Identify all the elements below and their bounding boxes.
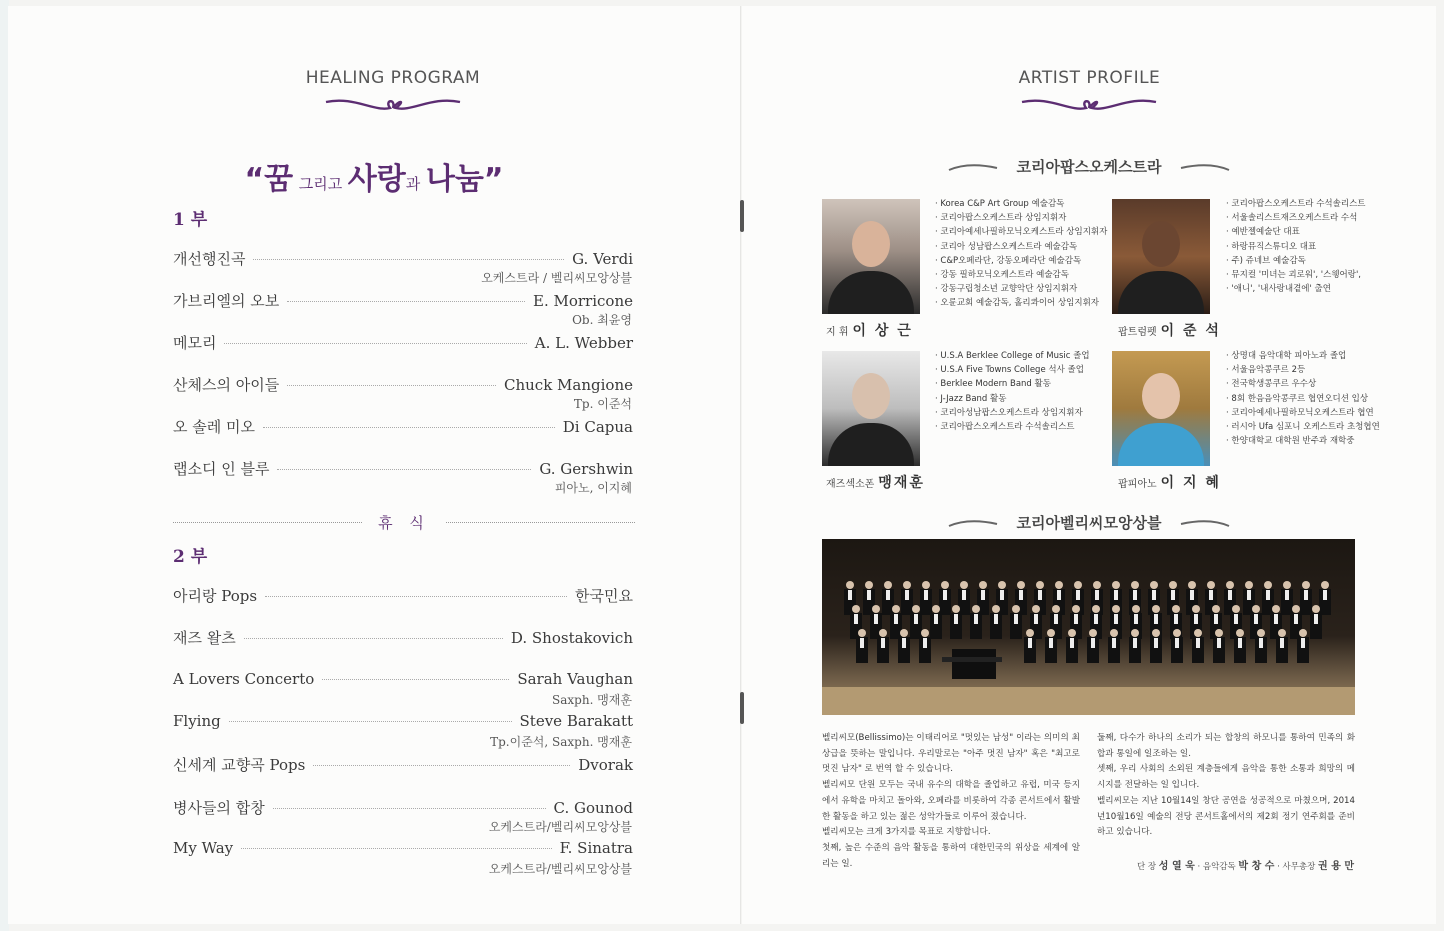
- singer-shirt: [1095, 590, 1099, 600]
- singer-shirt: [1076, 590, 1080, 600]
- program-row: [173, 585, 633, 605]
- singer-shirt: [1034, 614, 1038, 624]
- singer-shirt: [1209, 590, 1213, 600]
- singer-shirt: [1171, 590, 1175, 600]
- singer-shirt: [1154, 638, 1158, 648]
- singer-shirt: [1019, 590, 1023, 600]
- orchestra-name: 코리아팝스오케스트라: [1016, 158, 1162, 176]
- singer-shirt: [894, 614, 898, 624]
- artist-role: 재즈섹소폰: [826, 479, 875, 490]
- singer-shirt: [1091, 638, 1095, 648]
- piece-title: 재즈 왈츠: [173, 629, 236, 648]
- composer: E. Morricone: [533, 292, 633, 310]
- bio-item: · 주) 쥬네브 예술감독: [1226, 254, 1366, 268]
- singer-shirt: [881, 638, 885, 648]
- program-row: [173, 332, 633, 352]
- singer-head: [1321, 581, 1329, 589]
- artist-profile-heading: ARTIST PROFILE: [1018, 68, 1161, 88]
- orchestra-group-title: [742, 156, 1436, 177]
- singer-head: [1131, 629, 1139, 637]
- bio-item: · 전국학생콩쿠르 우수상: [1226, 377, 1380, 391]
- singer-head: [903, 581, 911, 589]
- singer-head: [932, 605, 940, 613]
- composer: Dvorak: [578, 756, 633, 775]
- singer-head: [921, 629, 929, 637]
- singer-shirt: [1228, 590, 1232, 600]
- saxophone-caption: [826, 472, 925, 492]
- leader-dots: [322, 679, 509, 680]
- composer: Chuck Mangione: [504, 376, 633, 394]
- singer-head: [1264, 581, 1272, 589]
- singer-shirt: [924, 590, 928, 600]
- artist-role: 지 휘: [826, 327, 849, 338]
- singer-shirt: [962, 590, 966, 600]
- performer: 오케스트라/벨리씨모앙상블: [488, 861, 632, 876]
- singer-head: [1089, 629, 1097, 637]
- staff-credits: 단 장 성 열 욱 · 음악감독 박 창 수 · 사무총장 권 용 만: [1136, 861, 1354, 872]
- artist-profile-page: [742, 6, 1436, 924]
- singer-shirt: [1074, 614, 1078, 624]
- singer-head: [1236, 629, 1244, 637]
- singer-head: [1052, 605, 1060, 613]
- singer-head: [1110, 629, 1118, 637]
- composer: Sarah Vaughan: [517, 669, 633, 688]
- singer-shirt: [886, 590, 890, 600]
- bio-item: · 코리아팝스오케스트라 수석솔리스트: [1226, 197, 1366, 211]
- singer-shirt: [867, 590, 871, 600]
- description-paragraph: 벨리씨모(Bellissimo)는 이태리어로 "멋있는 남성" 이라는 의미의 최상급을 뜻하는 말입니다. 우리말로는 "아주 멋진 남자" 혹은 "최고로 멋진 남자" 로 번역 할 수 있습니다.: [822, 733, 1080, 775]
- singer-shirt: [923, 638, 927, 648]
- singer-head: [1188, 581, 1196, 589]
- singer-shirt: [1038, 590, 1042, 600]
- title-word-sharing: 나눔”: [425, 162, 504, 197]
- singer-head: [872, 605, 880, 613]
- binding-staple: [740, 692, 744, 724]
- bio-item: · C&P오페라단, 강동오페라단 예술감독: [935, 254, 1107, 268]
- leader-dots: [244, 638, 503, 639]
- credit-name: 성 열 욱: [1158, 861, 1195, 872]
- singer-head: [1194, 629, 1202, 637]
- singer-shirt: [905, 590, 909, 600]
- singer-shirt: [1266, 590, 1270, 600]
- composer: Di Capua: [562, 418, 633, 436]
- singer-shirt: [1154, 614, 1158, 624]
- singer-shirt: [1070, 638, 1074, 648]
- singer-head: [1173, 629, 1181, 637]
- singer-shirt: [1194, 614, 1198, 624]
- bio-item: · 8회 한음음악콩쿠르 협연오디션 입상: [1226, 392, 1380, 406]
- composer: 한국민요: [575, 587, 633, 605]
- leader-dots: [241, 848, 551, 849]
- singer-head: [912, 605, 920, 613]
- singer-head: [1032, 605, 1040, 613]
- singer-shirt: [1285, 590, 1289, 600]
- singer-head: [922, 581, 930, 589]
- program-row: [173, 754, 633, 774]
- bio-item: · 서울음악콩쿠르 2등: [1226, 363, 1380, 377]
- bio-item: · 코리아예세나필하모닉오케스트라 협연: [1226, 406, 1380, 420]
- piece-title: My Way: [173, 838, 234, 857]
- flourish-ornament: [1020, 94, 1158, 118]
- divider-line: [173, 522, 362, 523]
- piece-title: 개선행진곡: [173, 250, 246, 268]
- artist-name: 이 지 혜: [1160, 475, 1221, 491]
- singer-shirt: [1196, 638, 1200, 648]
- program-row: [173, 374, 633, 394]
- singer-shirt: [902, 638, 906, 648]
- singer-shirt: [1134, 614, 1138, 624]
- singer-head: [1232, 605, 1240, 613]
- piece-title: 신세계 교향곡 Pops: [173, 756, 306, 775]
- program-row: [173, 712, 633, 732]
- singer-head: [972, 605, 980, 613]
- bio-item: · 하랑뮤직스튜디오 대표: [1226, 240, 1366, 254]
- singer-head: [858, 629, 866, 637]
- bio-item: · 예반젤예술단 대표: [1226, 225, 1366, 239]
- performer: 오케스트라/벨리씨모앙상블: [488, 819, 632, 834]
- composer: G. Gershwin: [539, 460, 633, 478]
- composer: D. Shostakovich: [510, 629, 633, 648]
- singer-shirt: [1174, 614, 1178, 624]
- bio-item: · Korea C&P Art Group 예술감독: [935, 197, 1107, 211]
- part-2-label: 2 부: [173, 547, 208, 567]
- singer-shirt: [943, 590, 947, 600]
- singer-head: [941, 581, 949, 589]
- bio-item: · 코리아팝스오케스트라 수석솔리스트: [935, 420, 1090, 434]
- bio-item: · 강동 필하모닉오케스트라 예술감독: [935, 268, 1107, 282]
- singer-shirt: [1247, 590, 1251, 600]
- singer-head: [1074, 581, 1082, 589]
- intermission-label: 휴 식: [378, 513, 430, 532]
- singer-head: [1172, 605, 1180, 613]
- singer-head: [992, 605, 1000, 613]
- singer-shirt: [1057, 590, 1061, 600]
- leader-dots: [287, 385, 496, 386]
- singer-head: [960, 581, 968, 589]
- trumpet-photo: [1112, 199, 1210, 314]
- singer-head: [1299, 629, 1307, 637]
- singer-shirt: [1190, 590, 1194, 600]
- artist-role: 팝트럼펫: [1118, 327, 1157, 338]
- artist-name: 이 준 석: [1160, 323, 1221, 339]
- performer: 피아노, 이지혜: [554, 481, 632, 495]
- program-row: [173, 458, 633, 478]
- composer: A. L. Webber: [534, 334, 633, 352]
- bio-item: · 오륜교회 예술감독, 홀리콰이어 상임지휘자: [935, 296, 1107, 310]
- singer-head: [1226, 581, 1234, 589]
- piece-title: 가브리엘의 오보: [173, 292, 280, 310]
- artist-name: 맹재훈: [878, 475, 925, 491]
- bio-item: · 코리아팝스오케스트라 상임지휘자: [935, 211, 1107, 225]
- bio-item: · U.S.A Five Towns College 석사 졸업: [935, 363, 1090, 377]
- singer-head: [846, 581, 854, 589]
- swash-right-icon: [1179, 518, 1231, 530]
- singer-shirt: [1049, 638, 1053, 648]
- divider-line: [446, 522, 635, 523]
- singer-shirt: [1094, 614, 1098, 624]
- singer-head: [884, 581, 892, 589]
- singer-shirt: [1274, 614, 1278, 624]
- stage-floor: [822, 687, 1355, 715]
- credit-role: 음악감독: [1202, 862, 1236, 872]
- bio-item: · 코리아성남팝스오케스트라 상임지휘자: [935, 406, 1090, 420]
- bio-item: · 서울솔리스트재즈오케스트라 수석: [1226, 211, 1366, 225]
- singer-shirt: [1214, 614, 1218, 624]
- conductor-caption: [826, 320, 913, 340]
- singer-head: [1278, 629, 1286, 637]
- singer-head: [1092, 605, 1100, 613]
- singer-head: [1215, 629, 1223, 637]
- singer-shirt: [954, 614, 958, 624]
- singer-shirt: [1234, 614, 1238, 624]
- singer-shirt: [1114, 590, 1118, 600]
- title-word-love: 사랑: [347, 162, 406, 197]
- composer: G. Verdi: [572, 250, 633, 268]
- singer-shirt: [1294, 614, 1298, 624]
- performer: 오케스트라 / 벨리씨모앙상블: [481, 271, 632, 285]
- bio-item: · J-Jazz Band 활동: [935, 392, 1090, 406]
- singer-head: [952, 605, 960, 613]
- singer-head: [1272, 605, 1280, 613]
- flourish-ornament: [324, 94, 462, 118]
- singer-shirt: [994, 614, 998, 624]
- program-row: [173, 839, 633, 859]
- program-title: [8, 154, 740, 198]
- performer: Tp. 이준석: [573, 397, 632, 411]
- leader-dots: [253, 259, 564, 260]
- singer-head: [1152, 629, 1160, 637]
- ensemble-name: 코리아벨리씨모앙상블: [1016, 514, 1162, 532]
- piece-title: 메모리: [173, 334, 217, 352]
- singer-head: [1112, 581, 1120, 589]
- conductor-photo: [822, 199, 920, 314]
- singer-head: [892, 605, 900, 613]
- leader-dots: [277, 469, 531, 470]
- piece-title: 오 솔레 미오: [173, 418, 255, 436]
- singer-head: [900, 629, 908, 637]
- program-row: [173, 416, 633, 436]
- singer-head: [1169, 581, 1177, 589]
- singer-shirt: [1304, 590, 1308, 600]
- ensemble-description-right: [1097, 731, 1355, 841]
- singer-head: [1017, 581, 1025, 589]
- singer-shirt: [934, 614, 938, 624]
- program-row: [173, 797, 633, 817]
- singer-head: [1036, 581, 1044, 589]
- singer-shirt: [1054, 614, 1058, 624]
- singer-shirt: [974, 614, 978, 624]
- composer: F. Sinatra: [559, 838, 633, 857]
- singer-head: [1292, 605, 1300, 613]
- leader-dots: [265, 596, 567, 597]
- singer-head: [1012, 605, 1020, 613]
- pianist-photo: [1112, 351, 1210, 466]
- trumpet-bio: [1226, 197, 1366, 296]
- singer-head: [865, 581, 873, 589]
- singer-head: [852, 605, 860, 613]
- singer-head: [1245, 581, 1253, 589]
- leader-dots: [229, 721, 512, 722]
- singer-head: [1212, 605, 1220, 613]
- leader-dots: [263, 427, 555, 428]
- credit-role: 사무총장: [1282, 862, 1316, 872]
- piece-title: A Lovers Concerto: [173, 669, 315, 688]
- healing-program-heading: HEALING PROGRAM: [305, 68, 481, 88]
- singer-shirt: [1014, 614, 1018, 624]
- singer-shirt: [981, 590, 985, 600]
- credit-name: 박 창 수: [1238, 861, 1275, 872]
- program-row: [173, 290, 633, 310]
- description-paragraph: 첫째, 높은 수준의 음악 활동을 통하여 대한민국의 위상을 세계에 알리는 일.: [822, 842, 1080, 869]
- bio-item: · 뮤지컬 '미녀는 괴로워', '스웽어랑',: [1226, 268, 1366, 282]
- singer-shirt: [1254, 614, 1258, 624]
- singer-shirt: [1238, 638, 1242, 648]
- singer-head: [1257, 629, 1265, 637]
- singer-head: [1192, 605, 1200, 613]
- bio-item: · 코리아 성남팝스오케스트라 예술감독: [935, 240, 1107, 254]
- description-paragraph: 벨리씨모는 크게 3가지를 목표로 지향합니다.: [822, 827, 991, 838]
- singer-shirt: [1280, 638, 1284, 648]
- description-paragraph: 벨리씨모 단원 모두는 국내 유수의 대학을 졸업하고 유럽, 미국 등지에서 유학을 마치고 돌아와, 오페라를 비롯하여 각종 콘서트에서 활발한 활동을 하고 있는 젊은 성악가들로 이루어 졌습니다.: [822, 780, 1080, 822]
- leader-dots: [287, 301, 525, 302]
- trumpet-caption: [1118, 320, 1221, 340]
- singer-head: [1312, 605, 1320, 613]
- singer-head: [1252, 605, 1260, 613]
- singer-shirt: [1314, 614, 1318, 624]
- singer-head: [1055, 581, 1063, 589]
- singer-head: [1112, 605, 1120, 613]
- leader-dots: [273, 808, 546, 809]
- ensemble-description-left: [822, 731, 1080, 872]
- pianist-caption: [1118, 472, 1221, 492]
- piece-title: Flying: [173, 711, 221, 730]
- singer-head: [1072, 605, 1080, 613]
- program-row: [173, 248, 633, 268]
- singer-shirt: [848, 590, 852, 600]
- performer: Saxph. 맹재훈: [552, 692, 632, 707]
- bio-item: · Berklee Modern Band 활동: [935, 377, 1090, 391]
- intermission-divider: [173, 512, 635, 532]
- singer-shirt: [1112, 638, 1116, 648]
- piece-title: 병사들의 합창: [173, 798, 265, 817]
- performer: Tp.이준석, Saxph. 맹재훈: [490, 734, 632, 749]
- singer-head: [1047, 629, 1055, 637]
- bio-item: · '애니', '내사랑내곁에' 출연: [1226, 282, 1366, 296]
- singer-shirt: [1217, 638, 1221, 648]
- saxophone-bio: [935, 349, 1090, 434]
- singer-head: [1302, 581, 1310, 589]
- singer-shirt: [1133, 638, 1137, 648]
- singer-shirt: [1323, 590, 1327, 600]
- part-1-label: 1 부: [173, 210, 208, 230]
- piece-title: 아리랑 Pops: [173, 587, 258, 605]
- choir-photo: [822, 539, 1355, 715]
- credit-name: 권 용 만: [1318, 861, 1354, 872]
- singer-shirt: [1114, 614, 1118, 624]
- title-word-dream: “꿈: [244, 162, 294, 197]
- singer-shirt: [914, 614, 918, 624]
- pianist-bio: [1226, 349, 1380, 448]
- bio-item: · 상명대 음악대학 피아노과 졸업: [1226, 349, 1380, 363]
- program-page: [8, 6, 741, 924]
- singer-head: [1283, 581, 1291, 589]
- singer-shirt: [874, 614, 878, 624]
- leader-dots: [224, 343, 526, 344]
- singer-shirt: [1175, 638, 1179, 648]
- bio-item: · U.S.A Berklee College of Music 졸업: [935, 349, 1090, 363]
- singer-head: [1093, 581, 1101, 589]
- singer-shirt: [1028, 638, 1032, 648]
- piece-title: 산체스의 아이들: [173, 376, 280, 394]
- singer-head: [979, 581, 987, 589]
- singer-shirt: [1000, 590, 1004, 600]
- description-paragraph: 둘째, 다수가 하나의 소리가 되는 합창의 하모니를 통하여 민족의 화합과 통일에 일조하는 일.: [1097, 733, 1355, 759]
- bio-item: · 한양대학교 대학원 반주과 재학중: [1226, 434, 1380, 448]
- singer-head: [1152, 605, 1160, 613]
- composer: Steve Barakatt: [519, 711, 633, 730]
- composer: C. Gounod: [553, 798, 633, 817]
- swash-right-icon: [1179, 162, 1231, 174]
- bio-item: · 코리아예세나필하모닉오케스트라 상임지휘자: [935, 225, 1107, 239]
- swash-left-icon: [947, 518, 999, 530]
- conductor-bio: [935, 197, 1107, 311]
- singer-head: [1068, 629, 1076, 637]
- singer-head: [1026, 629, 1034, 637]
- description-paragraph: 벨리씨모는 지난 10월14일 창단 공연을 성공적으로 마쳤으며, 2014년10월16일 예술의 전당 콘서트홀에서의 제2회 정기 연주회를 준비하고 있습니다.: [1097, 795, 1355, 838]
- singer-head: [998, 581, 1006, 589]
- singer-head: [879, 629, 887, 637]
- singer-shirt: [1133, 590, 1137, 600]
- artist-name: 이 상 근: [852, 323, 913, 339]
- singer-head: [1132, 605, 1140, 613]
- singer-shirt: [854, 614, 858, 624]
- program-row: [173, 627, 633, 647]
- swash-left-icon: [947, 162, 999, 174]
- singer-shirt: [1301, 638, 1305, 648]
- credit-role: 단 장: [1136, 862, 1157, 872]
- singer-shirt: [1259, 638, 1263, 648]
- singer-head: [1131, 581, 1139, 589]
- artist-role: 팝피아노: [1118, 479, 1157, 490]
- singer-head: [1207, 581, 1215, 589]
- piece-title: 랩소디 인 블루: [173, 460, 270, 478]
- binding-staple: [740, 200, 744, 232]
- leader-dots: [313, 765, 570, 766]
- title-particle: 과: [405, 175, 421, 193]
- singer-shirt: [1152, 590, 1156, 600]
- singer-shirt: [860, 638, 864, 648]
- bio-item: · 러시아 Ufa 심포니 오케스트라 초청협연: [1226, 420, 1380, 434]
- title-word-and: 그리고: [298, 175, 343, 193]
- program-row: [173, 670, 633, 690]
- performer: Ob. 최윤영: [572, 313, 632, 327]
- saxophone-photo: [822, 351, 920, 466]
- ensemble-group-title: [742, 512, 1436, 533]
- singer-head: [1150, 581, 1158, 589]
- description-paragraph: 셋째, 우리 사회의 소외된 계층들에게 음악을 통한 소통과 희망의 메시지를 전달하는 일 입니다.: [1097, 764, 1355, 791]
- bio-item: · 강동구립청소년 교향악단 상임지휘자: [935, 282, 1107, 296]
